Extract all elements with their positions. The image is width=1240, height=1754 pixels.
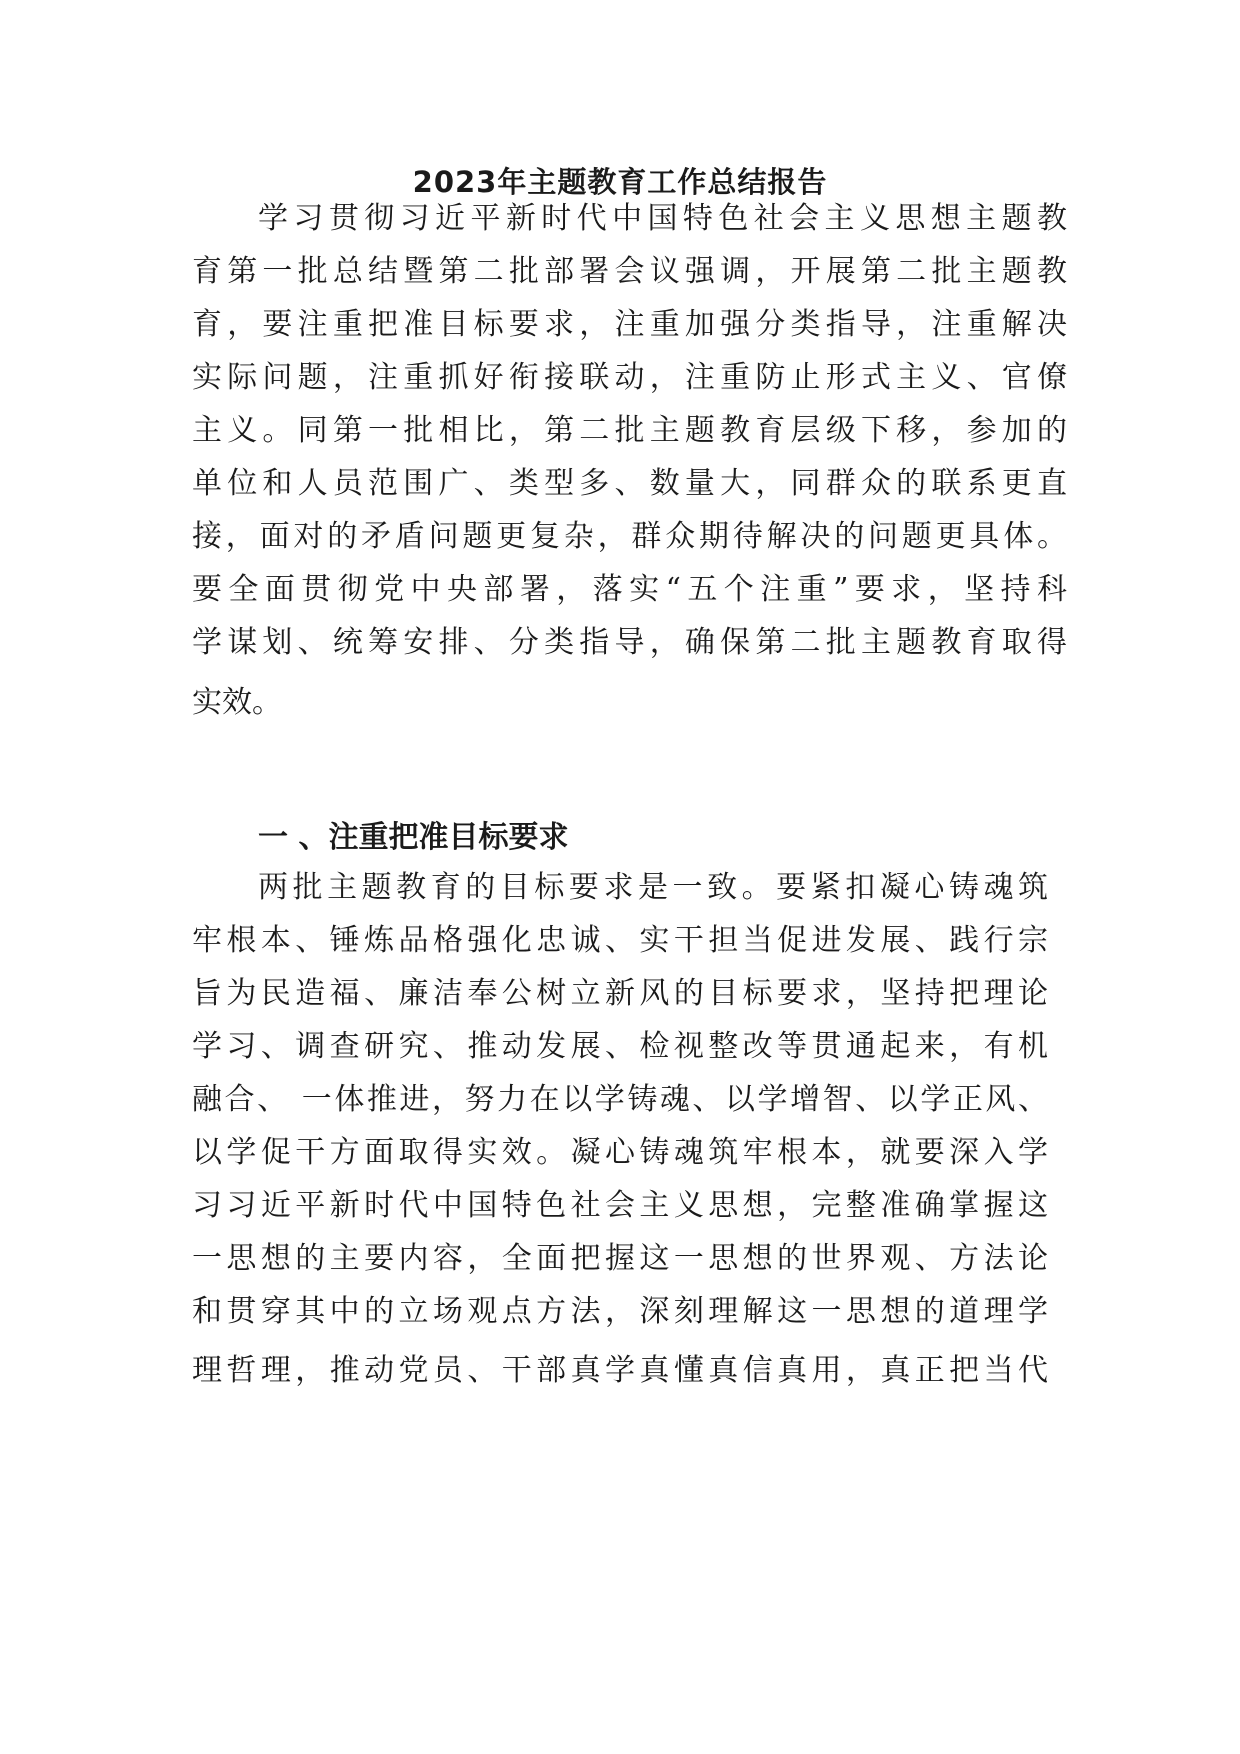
paragraph-line: 学习贯彻习近平新时代中国特色社会主义思想主题教 [258,201,1067,236]
paragraph-line: 接，面对的矛盾问题更复杂，群众期待解决的问题更具体。 [192,519,1067,554]
paragraph-line: 旨为民造福、廉洁奉公树立新风的目标要求，坚持把理论 [192,976,1048,1011]
paragraph-line: 实际问题，注重抓好衔接联动，注重防止形式主义、官僚 [192,360,1067,395]
paragraph-line: 单位和人员范围广、类型多、数量大，同群众的联系更直 [192,466,1067,501]
paragraph-line: 和贯穿其中的立场观点方法，深刻理解这一思想的道理学 [192,1294,1048,1329]
paragraph-line: 育第一批总结暨第二批部署会议强调，开展第二批主题教 [192,254,1067,289]
paragraph-line: 育，要注重把准目标要求，注重加强分类指导，注重解决 [192,307,1067,342]
paragraph-line: 理哲理，推动党员、干部真学真懂真信真用，真正把当代 [192,1353,1048,1388]
paragraph-line: 一思想的主要内容，全面把握这一思想的世界观、方法论 [192,1241,1048,1276]
paragraph-line: 实效。 [192,685,282,720]
paragraph-line: 习习近平新时代中国特色社会主义思想，完整准确掌握这 [192,1188,1048,1223]
document-title: 2023年主题教育工作总结报告 [412,165,828,199]
paragraph-line: 两批主题教育的目标要求是一致。要紧扣凝心铸魂筑 [258,870,1048,905]
paragraph-line: 要全面贯彻党中央部署，落实“五个注重”要求，坚持科 [192,572,1067,607]
section-heading: 一 、注重把准目标要求 [258,820,569,855]
paragraph-line: 主义。同第一批相比，第二批主题教育层级下移，参加的 [192,413,1067,448]
paragraph-line: 以学促干方面取得实效。凝心铸魂筑牢根本，就要深入学 [192,1135,1048,1170]
paragraph-line: 学谋划、统筹安排、分类指导，确保第二批主题教育取得 [192,625,1067,660]
paragraph-line: 学习、调查研究、推动发展、检视整改等贯通起来，有机 [192,1029,1048,1064]
paragraph-line: 融合、 一体推进，努力在以学铸魂、以学增智、以学正风、 [192,1082,1048,1117]
paragraph-line: 牢根本、锤炼品格强化忠诚、实干担当促进发展、践行宗 [192,923,1048,958]
